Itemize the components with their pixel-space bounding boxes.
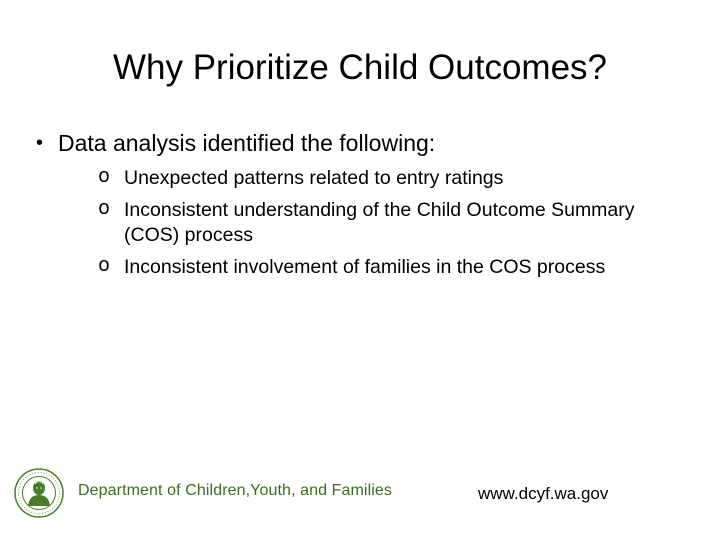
- sub-bullet-marker: o: [98, 198, 111, 221]
- bullet-item: [30, 126, 690, 280]
- bullet-text: Data analysis identified the following:: [58, 130, 436, 156]
- sub-bullet-item: [90, 255, 690, 280]
- bullet-list: [30, 126, 690, 287]
- bullet-marker: •: [36, 132, 44, 154]
- sub-bullet-marker: o: [98, 255, 111, 278]
- sub-bullet-list: [58, 166, 690, 280]
- sub-bullet-item: [90, 166, 690, 191]
- sub-bullet-marker: o: [98, 166, 111, 189]
- sub-bullet-text: Unexpected patterns related to entry ratings: [124, 167, 504, 189]
- website-url[interactable]: www.dcyf.wa.gov: [478, 484, 609, 503]
- sub-bullet-text: Inconsistent understanding of the Child Outcome Summary (COS) process: [124, 199, 635, 246]
- agency-name: Department of Children,Youth, and Families: [78, 482, 392, 499]
- footer: [14, 468, 392, 518]
- sub-bullet-item: [90, 198, 690, 248]
- sub-bullet-text: Inconsistent involvement of families in the COS process: [124, 256, 606, 278]
- washington-state-seal-icon: [14, 468, 64, 518]
- slide-title: Why Prioritize Child Outcomes?: [112, 48, 608, 87]
